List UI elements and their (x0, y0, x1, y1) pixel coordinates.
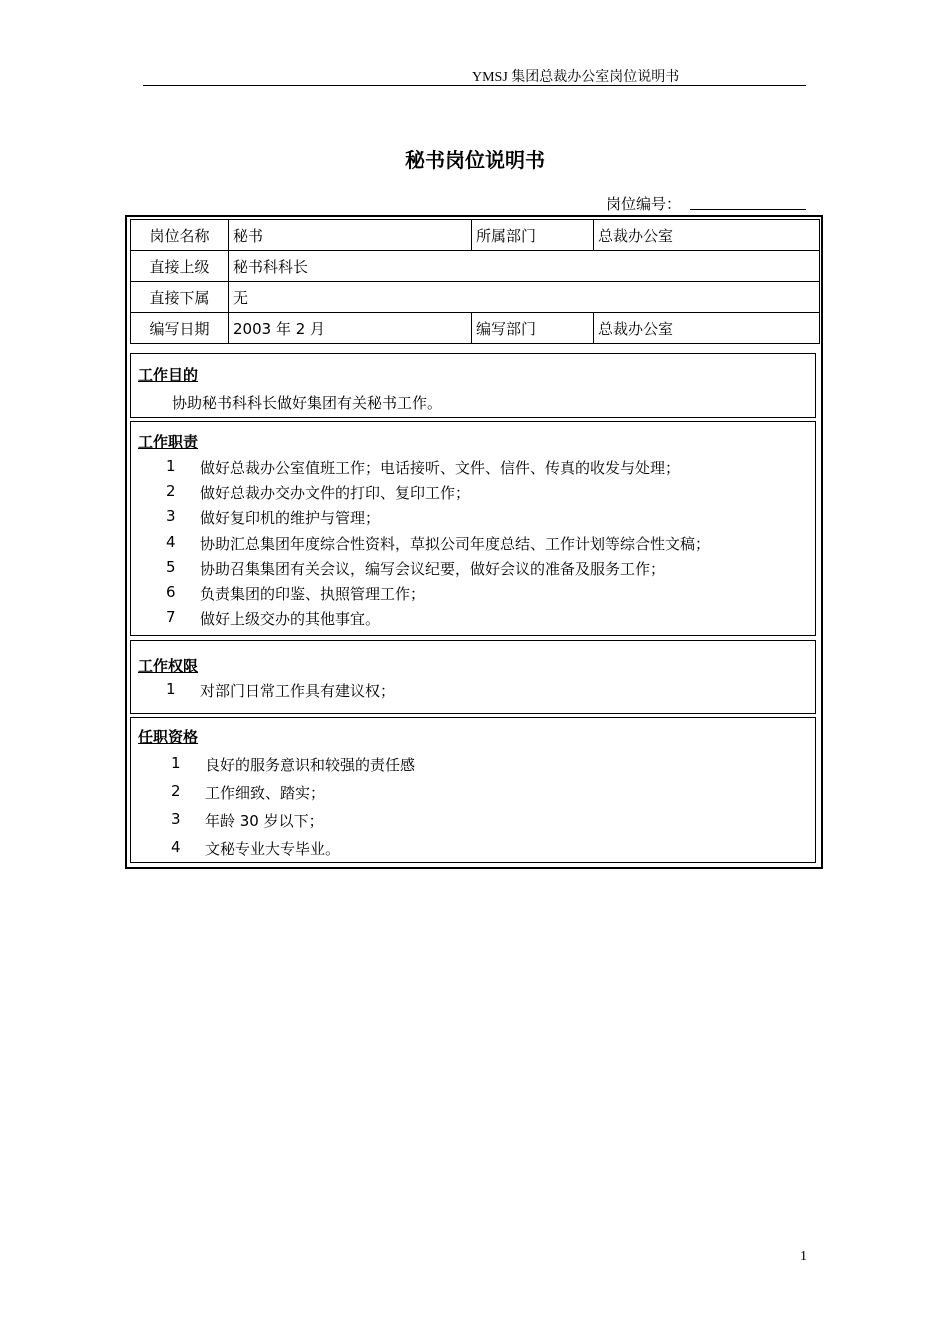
supervisor-value: 秘书科科长 (229, 251, 820, 282)
list-item: 做好复印机的维护与管理； (200, 509, 381, 527)
list-item-number: 5 (166, 558, 176, 576)
list-item-number: 1 (171, 754, 181, 772)
table-row (131, 282, 820, 313)
department-label: 所属部门 (472, 220, 594, 251)
list-item-number: 2 (171, 782, 181, 800)
list-item: 年龄 30 岁以下； (205, 812, 324, 830)
page-number: 1 (800, 1249, 807, 1264)
author-dept-label: 编写部门 (472, 313, 594, 344)
list-item-number: 1 (166, 680, 176, 698)
list-item-number: 4 (171, 838, 181, 856)
supervisor-label: 直接上级 (131, 251, 229, 282)
table-row (131, 251, 820, 282)
table-row (131, 313, 820, 344)
list-item-number: 6 (166, 583, 176, 601)
subordinate-label: 直接下属 (131, 282, 229, 313)
department-value: 总裁办公室 (594, 220, 820, 251)
list-item: 对部门日常工作具有建议权； (200, 682, 396, 700)
header-rule (143, 85, 806, 86)
date-label: 编写日期 (131, 313, 229, 344)
position-name-value: 秘书 (229, 220, 472, 251)
duties-title: 工作职责 (138, 433, 199, 451)
page-header: YMSJ 集团总裁办公室岗位说明书 (472, 70, 680, 85)
list-item-number: 3 (166, 507, 176, 525)
author-dept-value: 总裁办公室 (594, 313, 820, 344)
list-item-number: 2 (166, 482, 176, 500)
list-item: 做好上级交办的其他事宜。 (200, 610, 381, 628)
purpose-text: 协助秘书科科长做好集团有关秘书工作。 (172, 394, 443, 412)
list-item: 协助汇总集团年度综合性资料，草拟公司年度总结、工作计划等综合性文稿； (200, 535, 711, 553)
list-item: 文秘专业大专毕业。 (205, 840, 341, 858)
authority-title: 工作权限 (138, 657, 199, 675)
date-value: 2003 年 2 月 (229, 313, 472, 344)
post-number-blank[interactable] (690, 209, 806, 210)
list-item: 做好总裁办交办文件的打印、复印工作； (200, 484, 471, 502)
post-number-label: 岗位编号： (606, 195, 682, 213)
list-item-number: 1 (166, 457, 176, 475)
info-table (130, 219, 820, 344)
qualifications-title: 任职资格 (138, 728, 199, 746)
subordinate-value: 无 (229, 282, 820, 313)
purpose-title: 工作目的 (138, 366, 199, 384)
list-item: 工作细致、踏实； (205, 784, 326, 802)
list-item: 做好总裁办公室值班工作；电话接听、文件、信件、传真的收发与处理； (200, 459, 681, 477)
list-item: 协助召集集团有关会议，编写会议纪要，做好会议的准备及服务工作； (200, 560, 666, 578)
position-name-label: 岗位名称 (131, 220, 229, 251)
list-item-number: 3 (171, 810, 181, 828)
table-row (131, 220, 820, 251)
list-item-number: 7 (166, 608, 176, 626)
list-item-number: 4 (166, 533, 176, 551)
list-item: 负责集团的印鉴、执照管理工作； (200, 585, 426, 603)
authority-section (130, 640, 816, 714)
list-item: 良好的服务意识和较强的责任感 (205, 756, 416, 774)
document-title: 秘书岗位说明书 (405, 148, 545, 172)
